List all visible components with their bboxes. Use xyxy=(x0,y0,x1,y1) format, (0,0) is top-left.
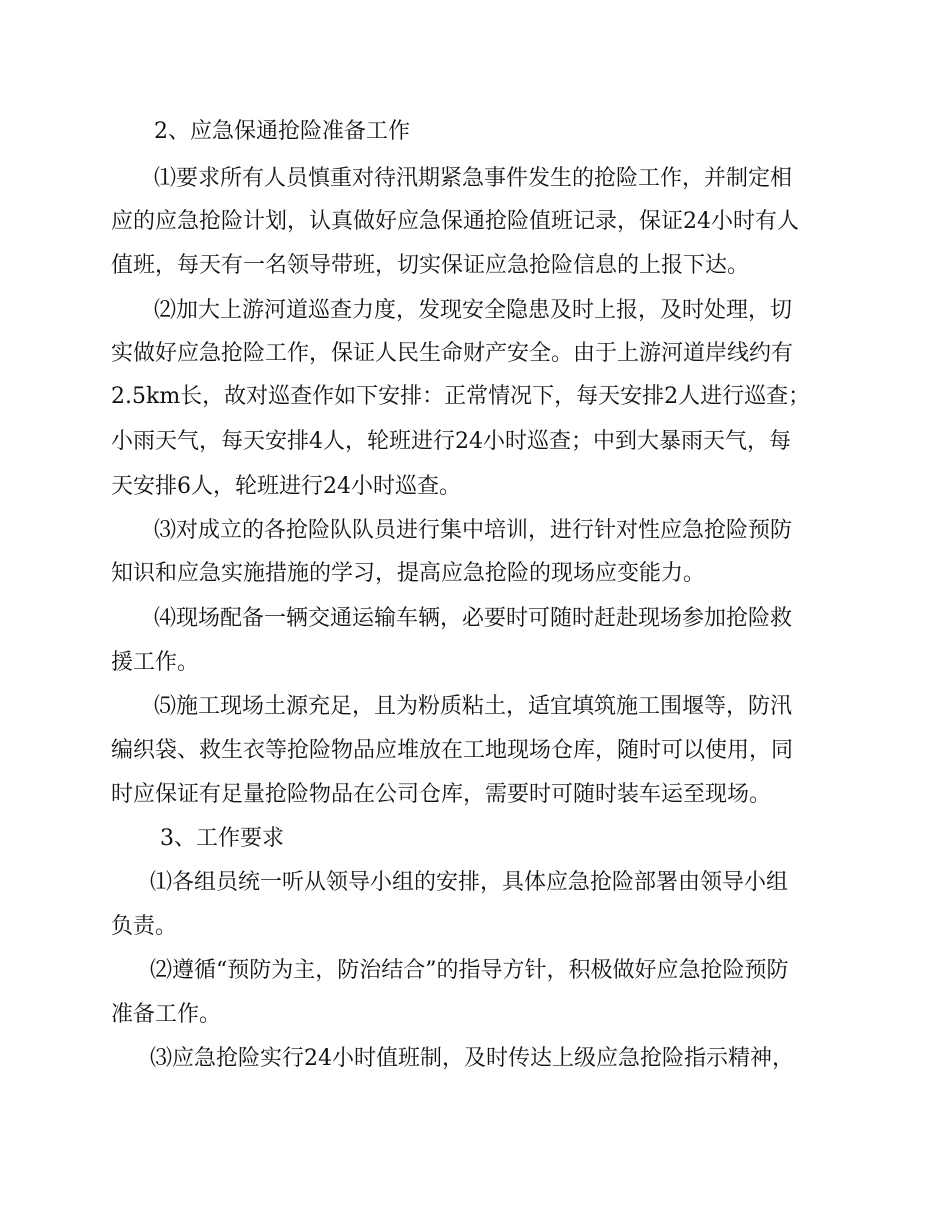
paragraph-line: ⑸施工现场土源充足，且为粉质粘土，适宜填筑施工围堰等，防汛 xyxy=(154,694,793,719)
paragraph-line: 天安排6人，轮班进行24小时巡查。 xyxy=(111,474,461,499)
section-heading-3: 3、工作要求 xyxy=(160,826,284,851)
paragraph-line: 负责。 xyxy=(111,914,178,939)
paragraph-line: ⑵加大上游河道巡查力度，发现安全隐患及时上报，及时处理，切 xyxy=(154,298,793,323)
section-heading-2: 2、应急保通抢险准备工作 xyxy=(154,119,410,144)
paragraph-line: 小雨天气，每天安排4人，轮班进行24小时巡查；中到大暴雨天气，每 xyxy=(111,429,791,454)
paragraph-line: ⑵遵循“预防为主，防治结合”的指导方针，积极做好应急抢险预防 xyxy=(150,958,789,983)
paragraph-line: ⑷现场配备一辆交通运输车辆，必要时可随时赶赴现场参加抢险救 xyxy=(154,606,793,631)
paragraph-line: ⑴要求所有人员慎重对待汛期紧急事件发生的抢险工作，并制定相 xyxy=(154,166,793,191)
paragraph-line: ⑴各组员统一听从领导小组的安排，具体应急抢险部署由领导小组 xyxy=(150,870,789,895)
paragraph-line: 准备工作。 xyxy=(111,1002,222,1027)
paragraph-line: ⑶应急抢险实行24小时值班制，及时传达上级应急抢险指示精神， xyxy=(150,1046,794,1071)
paragraph-line: 实做好应急抢险工作，保证人民生命财产安全。由于上游河道岸线约有 xyxy=(111,341,794,366)
paragraph-line: ⑶对成立的各抢险队队员进行集中培训，进行针对性应急抢险预防 xyxy=(154,518,793,543)
paragraph-line: 值班，每天有一名领导带班，切实保证应急抢险信息的上报下达。 xyxy=(111,253,750,278)
paragraph-line: 应的应急抢险计划，认真做好应急保通抢险值班记录，保证24小时有人 xyxy=(111,209,799,234)
paragraph-line: 2.5km长，故对巡查作如下安排：正常情况下，每天安排2人进行巡查； xyxy=(111,384,811,409)
paragraph-line: 援工作。 xyxy=(111,650,200,675)
paragraph-line: 编织袋、救生衣等抢险物品应堆放在工地现场仓库，随时可以使用，同 xyxy=(111,738,794,763)
paragraph-line: 时应保证有足量抢险物品在公司仓库，需要时可随时装车运至现场。 xyxy=(111,782,772,807)
paragraph-line: 知识和应急实施措施的学习，提高应急抢险的现场应变能力。 xyxy=(111,561,706,586)
